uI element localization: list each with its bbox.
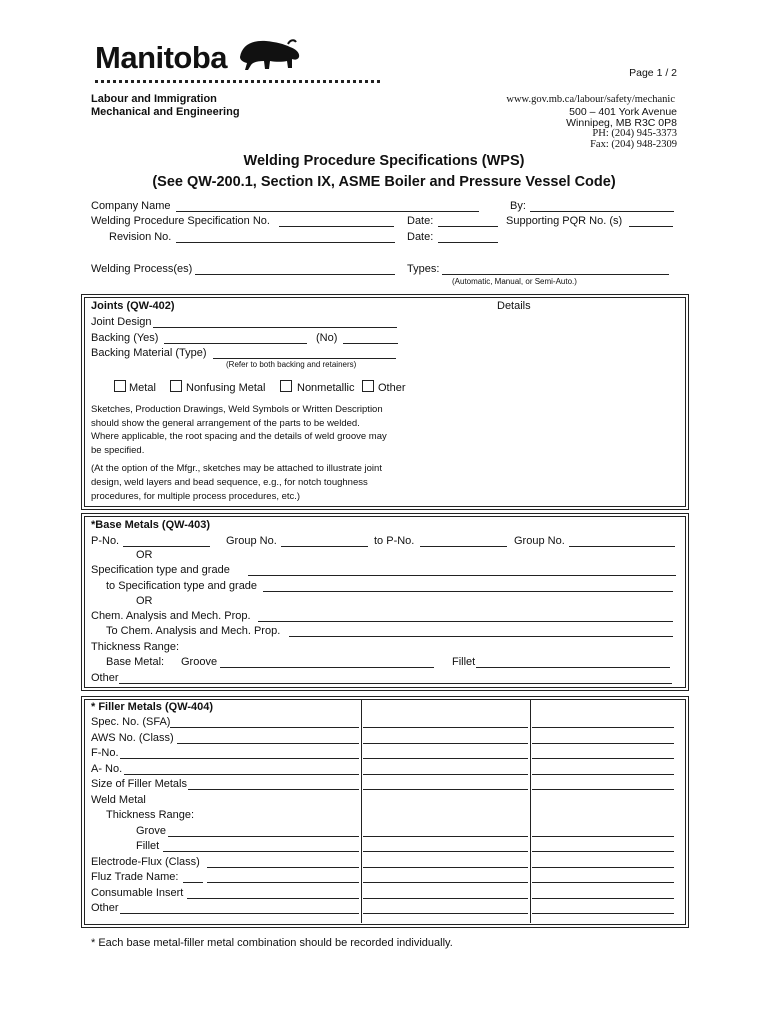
filler-field[interactable]: [363, 743, 528, 744]
filler-field[interactable]: [532, 882, 674, 883]
filler-field[interactable]: [363, 898, 528, 899]
supporting-pqr-label: Supporting PQR No. (s): [506, 215, 623, 227]
company-name-label: Company Name: [91, 200, 171, 212]
instruction-line: design, weld layers and bead sequence, e.g., for notch toughness: [91, 477, 368, 488]
address-line-1: 500 – 401 York Avenue: [569, 106, 677, 118]
metal-checkbox[interactable]: [114, 380, 126, 392]
page-subtitle: (See QW-200.1, Section IX, ASME Boiler and Pressure Vessel Code): [152, 174, 616, 190]
filler-field[interactable]: [183, 882, 203, 883]
filler-field[interactable]: [120, 758, 359, 759]
filler-row-label: Grove: [136, 824, 166, 837]
instruction-line: Sketches, Production Drawings, Weld Symbols or Written Description: [91, 404, 383, 415]
filler-metals-heading: * Filler Metals (QW-404): [91, 701, 214, 713]
types-note: (Automatic, Manual, or Semi-Auto.): [452, 277, 577, 286]
revision-no-field[interactable]: [176, 242, 395, 243]
fillet-label: Fillet: [452, 656, 476, 668]
spec-type-field[interactable]: [248, 575, 676, 576]
filler-field[interactable]: [532, 867, 674, 868]
welding-processes-label: Welding Process(es): [91, 263, 193, 275]
fillet-field[interactable]: [476, 667, 670, 668]
filler-row-label: Other: [91, 902, 119, 914]
filler-field[interactable]: [532, 851, 674, 852]
wps-no-field[interactable]: [279, 226, 394, 227]
filler-field[interactable]: [532, 913, 674, 914]
filler-field[interactable]: [177, 743, 359, 744]
date-field-2[interactable]: [438, 242, 498, 243]
to-spec-type-field[interactable]: [263, 591, 673, 592]
to-p-no-label: to P-No.: [374, 535, 415, 547]
to-p-no-field[interactable]: [420, 546, 507, 547]
page-title: Welding Procedure Specifications (WPS): [243, 153, 525, 169]
filler-field[interactable]: [532, 774, 674, 775]
joints-section-inner-border: [84, 297, 686, 507]
types-field[interactable]: [442, 274, 669, 275]
filler-field[interactable]: [363, 727, 528, 728]
p-no-label: P-No.: [91, 535, 120, 547]
filler-row-label: A- No.: [91, 762, 123, 775]
department-line-2: Mechanical and Engineering: [91, 106, 240, 118]
department-line-1: Labour and Immigration: [91, 93, 217, 105]
address-line-2: Winnipeg, MB R3C 0P8: [566, 117, 677, 129]
filler-row-label: AWS No. (Class): [91, 731, 174, 744]
by-label: By:: [510, 200, 526, 212]
other-checkbox[interactable]: [362, 380, 374, 392]
chem-field[interactable]: [258, 621, 673, 622]
chem-label: Chem. Analysis and Mech. Prop.: [91, 610, 251, 622]
date-label-1: Date:: [407, 215, 434, 227]
nonfusing-metal-checkbox[interactable]: [170, 380, 182, 392]
filler-row-label: Electrode-Flux (Class): [91, 855, 200, 868]
filler-row-label: Fillet: [136, 840, 160, 852]
date-field-1[interactable]: [438, 226, 498, 227]
logo-wordmark: Manitoba: [95, 40, 228, 75]
other-field[interactable]: [119, 683, 672, 684]
filler-column-divider-2: [530, 700, 531, 923]
filler-field[interactable]: [363, 836, 528, 837]
nonfusing-metal-option-label: Nonfusing Metal: [186, 382, 266, 394]
filler-column-divider-1: [361, 700, 362, 923]
joint-design-label: Joint Design: [91, 316, 152, 328]
metal-option-label: Metal: [129, 382, 156, 394]
joints-heading: Joints (QW-402): [91, 300, 175, 312]
welding-processes-field[interactable]: [195, 274, 395, 275]
spec-type-label: Specification type and grade: [91, 564, 230, 576]
page-number: Page 1 / 2: [629, 67, 677, 79]
filler-field[interactable]: [363, 789, 528, 790]
or-label-2: OR: [136, 595, 153, 607]
filler-field[interactable]: [168, 836, 359, 837]
group-no-field[interactable]: [281, 546, 368, 547]
backing-no-field[interactable]: [343, 343, 398, 344]
instruction-line: be specified.: [91, 445, 145, 456]
by-field[interactable]: [530, 211, 674, 212]
groove-label: Groove: [181, 656, 218, 668]
filler-field[interactable]: [170, 727, 359, 728]
filler-field[interactable]: [207, 867, 359, 868]
nonmetallic-checkbox[interactable]: [280, 380, 292, 392]
filler-field[interactable]: [532, 727, 674, 728]
base-metal-label: Base Metal:: [106, 656, 165, 668]
fax: Fax: (204) 948-2309: [590, 139, 677, 150]
instruction-line: should show the general arrangement of the parts to be welded.: [91, 418, 360, 429]
backing-material-field[interactable]: [213, 358, 396, 359]
backing-yes-label: Backing (Yes): [91, 332, 159, 344]
revision-no-label: Revision No.: [109, 231, 172, 243]
filler-field[interactable]: [532, 898, 674, 899]
group-no-label-2: Group No.: [514, 535, 565, 547]
other-option-label: Other: [378, 382, 406, 394]
filler-row-label: Weld Metal: [91, 793, 146, 806]
instruction-line: Where applicable, the root spacing and the details of weld groove may: [91, 431, 387, 442]
nonmetallic-option-label: Nonmetallic: [297, 382, 355, 394]
filler-field[interactable]: [207, 882, 359, 883]
filler-field[interactable]: [120, 913, 359, 914]
filler-row-label: Thickness Range:: [106, 809, 195, 821]
filler-field[interactable]: [532, 789, 674, 790]
base-metals-heading: *Base Metals (QW-403): [91, 519, 210, 531]
joint-design-field[interactable]: [153, 327, 397, 328]
thickness-range-label: Thickness Range:: [91, 641, 180, 653]
types-label: Types:: [407, 263, 440, 275]
filler-row-label: Spec. No. (SFA): [91, 716, 171, 728]
filler-field[interactable]: [163, 851, 359, 852]
filler-field[interactable]: [532, 758, 674, 759]
filler-field[interactable]: [363, 851, 528, 852]
phone: PH: (204) 945-3373: [592, 128, 677, 139]
wps-no-label: Welding Procedure Specification No.: [91, 215, 270, 227]
filler-field[interactable]: [532, 836, 674, 837]
filler-field[interactable]: [124, 774, 359, 775]
date-label-2: Date:: [407, 231, 434, 243]
filler-row-label: Consumable Insert: [91, 886, 184, 899]
filler-field[interactable]: [363, 867, 528, 868]
or-label-1: OR: [136, 549, 153, 561]
logo-dotted-rule: [95, 80, 380, 83]
groove-field[interactable]: [220, 667, 434, 668]
instruction-line: (At the option of the Mfgr., sketches may be attached to illustrate joint: [91, 463, 382, 474]
filler-row-label: Size of Filler Metals: [91, 778, 187, 790]
filler-field[interactable]: [363, 882, 528, 883]
filler-field[interactable]: [363, 774, 528, 775]
details-label: Details: [497, 300, 531, 312]
backing-no-label: (No): [316, 332, 338, 344]
filler-field[interactable]: [363, 758, 528, 759]
p-no-field[interactable]: [123, 546, 210, 547]
group-no-field-2[interactable]: [569, 546, 675, 547]
filler-field[interactable]: [188, 789, 359, 790]
backing-yes-field[interactable]: [164, 343, 307, 344]
bison-icon: [236, 35, 304, 75]
supporting-pqr-field[interactable]: [629, 226, 673, 227]
footnote: * Each base metal-filler metal combination should be recorded individually.: [91, 937, 453, 949]
filler-row-label: Fluz Trade Name:: [91, 871, 179, 883]
backing-note: (Refer to both backing and retainers): [226, 360, 357, 369]
website: www.gov.mb.ca/labour/safety/mechanic: [506, 94, 675, 105]
backing-material-label: Backing Material (Type): [91, 347, 207, 359]
filler-field[interactable]: [532, 743, 674, 744]
filler-field[interactable]: [187, 898, 359, 899]
company-name-field[interactable]: [176, 211, 479, 212]
group-no-label: Group No.: [226, 535, 277, 547]
instruction-line: procedures, for multiple process procedures, etc.): [91, 491, 301, 502]
filler-row-label: F-No.: [91, 747, 119, 759]
to-chem-field[interactable]: [289, 636, 673, 637]
to-spec-type-label: to Specification type and grade: [106, 580, 258, 592]
to-chem-label: To Chem. Analysis and Mech. Prop.: [106, 625, 281, 637]
filler-field[interactable]: [363, 913, 528, 914]
other-label: Other: [91, 672, 119, 684]
